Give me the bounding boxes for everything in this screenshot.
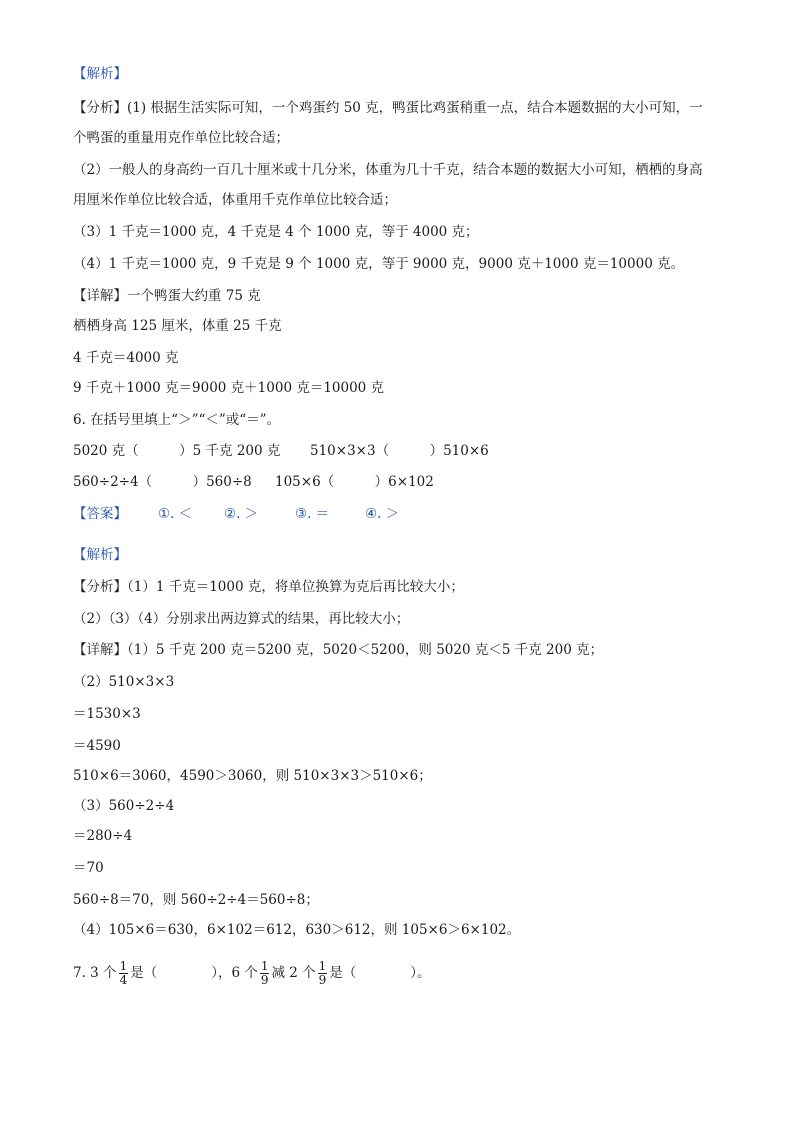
fraction-one-quarter: $\frac{1}{4}$ — [119, 959, 128, 987]
question-7: 7. 3 个 $\frac{1}{4}$ 是（ ），6 个 $\frac{1}{9}$ 减 2 个 $\frac{1}{9}$ 是（ ）。 — [73, 959, 431, 987]
detail-line-2: 栖栖身高 125 厘米，体重 25 千克 — [73, 318, 282, 334]
analysis2-line-2: （2）（3）（4）分别求出两边算式的结果，再比较大小； — [73, 611, 410, 627]
analysis-heading-2: 【解析】 — [73, 547, 127, 563]
detail2-line-7: ＝280÷4 — [73, 828, 133, 844]
answer-2: ②. ＞ — [224, 506, 259, 522]
analysis-paragraph-1: 【分析】(1) 根据生活实际可知，一个鸡蛋约 50 克，鸭蛋比鸡蛋稍重一点，结合本题数据的大小可知，一 — [73, 100, 703, 116]
detail2-line-8: ＝70 — [73, 860, 104, 876]
analysis-heading: 【解析】 — [73, 66, 127, 82]
detail2-line-5: 510×6＝3060，4590＞3060，则 510×3×3＞510×6； — [73, 768, 432, 784]
comparison-2: 510×3×3（ ）510×6 — [310, 443, 489, 459]
fenxi-tag-2: 【分析】 — [73, 579, 127, 595]
comparison-4: 105×6（ ）6×102 — [275, 474, 434, 490]
answer-tag: 【答案】 — [73, 506, 127, 522]
answer-row — [73, 505, 713, 523]
detail2-line-1: 【详解】（1）5 千克 200 克＝5200 克，5020＜5200，则 5020 克＜5 千克 200 克； — [73, 642, 604, 658]
question-6-row-2 — [73, 473, 713, 491]
fraction-one-ninth-a: $\frac{1}{9}$ — [260, 959, 269, 987]
detail2-line-3: ＝1530×3 — [73, 706, 141, 722]
question-6-row-1 — [73, 442, 713, 460]
analysis-paragraph-2: （2）一般人的身高约一百几十厘米或十几分米，体重为几十千克，结合本题的数据大小可知，栖栖的身高 — [73, 162, 703, 178]
analysis-paragraph-2b: 用厘米作单位比较合适，体重用千克作单位比较合适； — [73, 192, 397, 208]
analysis-paragraph-3: （3）1 千克＝1000 克，4 千克是 4 个 1000 克，等于 4000 克； — [73, 224, 479, 240]
detail2-line-10: （4）105×6＝630，6×102＝612，630＞612，则 105×6＞6×102。 — [73, 922, 521, 938]
xiangjie-tag-2: 【详解】 — [73, 642, 127, 658]
detail2-line-6: （3）560÷2÷4 — [73, 798, 175, 814]
question-6-stem: 6. 在括号里填上“＞”“＜”或“＝”。 — [73, 412, 281, 428]
analysis-paragraph-4: （4）1 千克＝1000 克，9 千克是 9 个 1000 克，等于 9000 克，9000 克＋1000 克＝10000 克。 — [73, 256, 685, 272]
detail2-line-9: 560÷8＝70，则 560÷2÷4＝560÷8； — [73, 892, 319, 908]
detail-line-3: 4 千克＝4000 克 — [73, 350, 179, 366]
fenxi-tag: 【分析】 — [73, 100, 127, 116]
detail-line-1: 【详解】一个鸭蛋大约重 75 克 — [73, 288, 261, 304]
answer-3: ③. ＝ — [295, 506, 330, 522]
analysis-paragraph-1b: 个鸭蛋的重量用克作单位比较合适； — [73, 130, 289, 146]
comparison-1: 5020 克（ ）5 千克 200 克 — [73, 443, 281, 459]
xiangjie-tag: 【详解】 — [73, 288, 127, 304]
detail2-line-4: ＝4590 — [73, 738, 121, 754]
comparison-3: 560÷2÷4（ ）560÷8 — [73, 474, 252, 490]
fraction-one-ninth-b: $\frac{1}{9}$ — [318, 959, 327, 987]
analysis2-line-1: 【分析】（1）1 千克＝1000 克，将单位换算为克后再比较大小； — [73, 579, 464, 595]
detail-line-4: 9 千克＋1000 克＝9000 克＋1000 克＝10000 克 — [73, 380, 385, 396]
answer-1: ①. ＜ — [158, 506, 193, 522]
answer-4: ④. ＞ — [365, 506, 400, 522]
detail2-line-2: （2）510×3×3 — [73, 674, 175, 690]
